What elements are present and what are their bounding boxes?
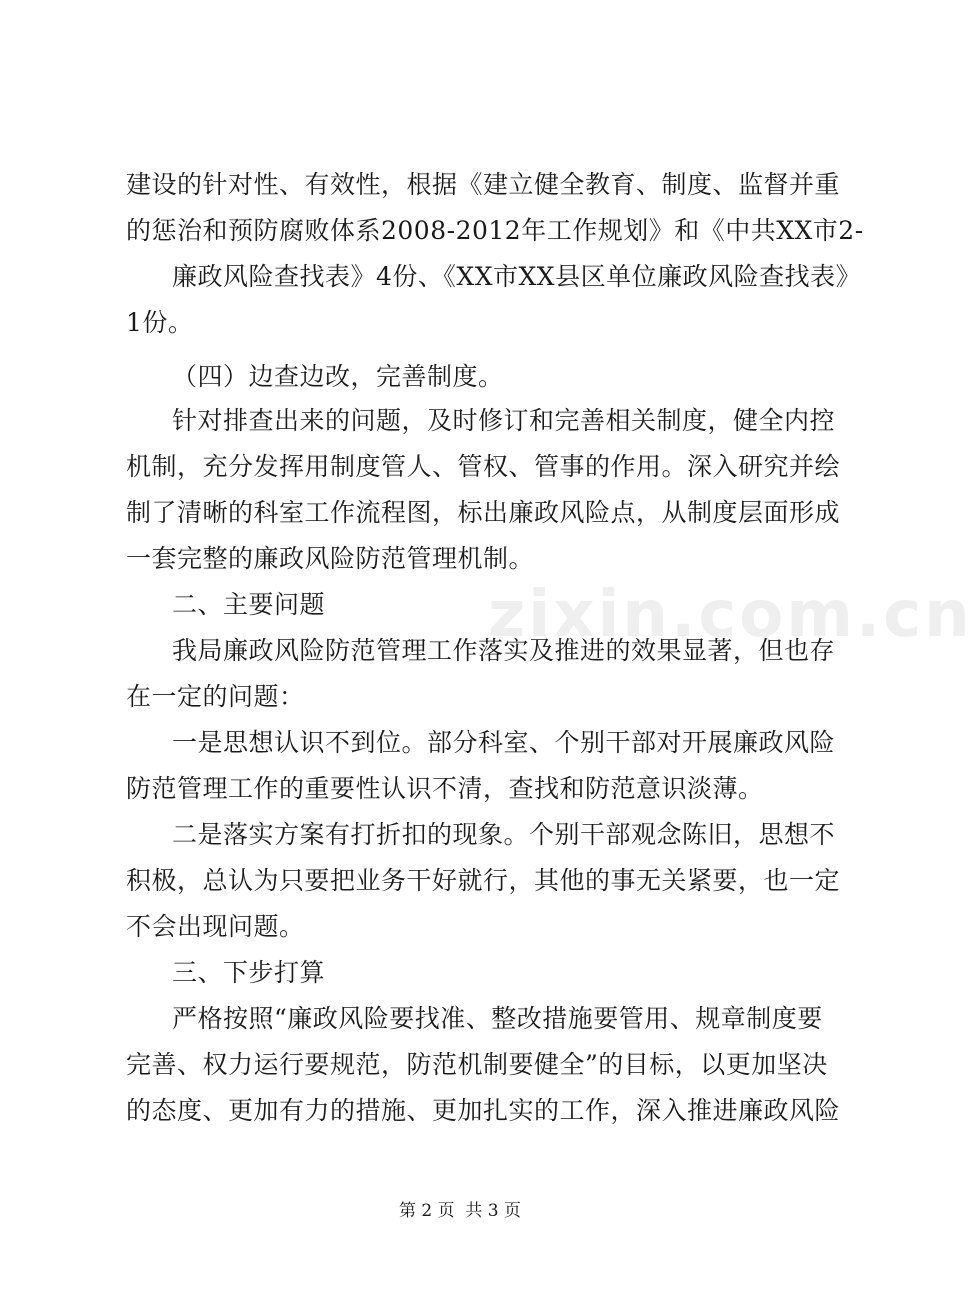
watermark: zixin.com.cn bbox=[488, 578, 973, 652]
body-line-20: 完善、权力运行要规范，防范机制要健全”的目标，以更加坚决 bbox=[126, 1050, 828, 1079]
body-line-12: 在一定的问题： bbox=[126, 682, 305, 711]
body-line-21: 的态度、更加有力的措施、更加扎实的工作，深入推进廉政风险 bbox=[126, 1096, 841, 1125]
body-line-19: 严格按照“廉政风险要找准、整改措施要管用、规章制度要 bbox=[172, 1004, 823, 1033]
body-line-1: 建设的针对性、有效性，根据《建立健全教育、制度、监督并重 bbox=[126, 170, 841, 199]
body-line-14: 防范管理工作的重要性认识不清，查找和防范意识淡薄。 bbox=[126, 774, 764, 803]
body-line-16: 积极，总认为只要把业务干好就行，其他的事无关紧要，也一定 bbox=[126, 866, 841, 895]
body-line-6: 针对排查出来的问题，及时修订和完善相关制度，健全内控 bbox=[172, 406, 836, 435]
body-line-7: 机制，充分发挥用制度管人、管权、管事的作用。深入研究并绘 bbox=[126, 452, 841, 481]
body-line-13: 一是思想认识不到位。部分科室、个别干部对开展廉政风险 bbox=[172, 728, 836, 757]
heading-main-issues: 二、主要问题 bbox=[172, 590, 326, 619]
body-line-2: 的惩治和预防腐败体系2008-2012年工作规划》和《中共XX市2- bbox=[126, 216, 864, 245]
body-line-15: 二是落实方案有打折扣的现象。个别干部观念陈旧，思想不 bbox=[172, 820, 836, 849]
section-heading-4: （四）边查边改，完善制度。 bbox=[172, 362, 504, 391]
page-footer: 第 2 页 共 3 页 bbox=[398, 1201, 522, 1221]
heading-next-steps: 三、下步打算 bbox=[172, 958, 326, 987]
body-line-8: 制了清晰的科室工作流程图，标出廉政风险点，从制度层面形成 bbox=[126, 498, 841, 527]
body-line-4: 1份。 bbox=[126, 308, 194, 337]
body-line-3: 廉政风险查找表》4份、《XX市XX县区单位廉政风险查找表》 bbox=[172, 262, 862, 291]
body-line-17: 不会出现问题。 bbox=[126, 912, 305, 941]
body-line-11: 我局廉政风险防范管理工作落实及推进的效果显著，但也存 bbox=[172, 636, 836, 665]
body-line-9: 一套完整的廉政风险防范管理机制。 bbox=[126, 544, 535, 573]
